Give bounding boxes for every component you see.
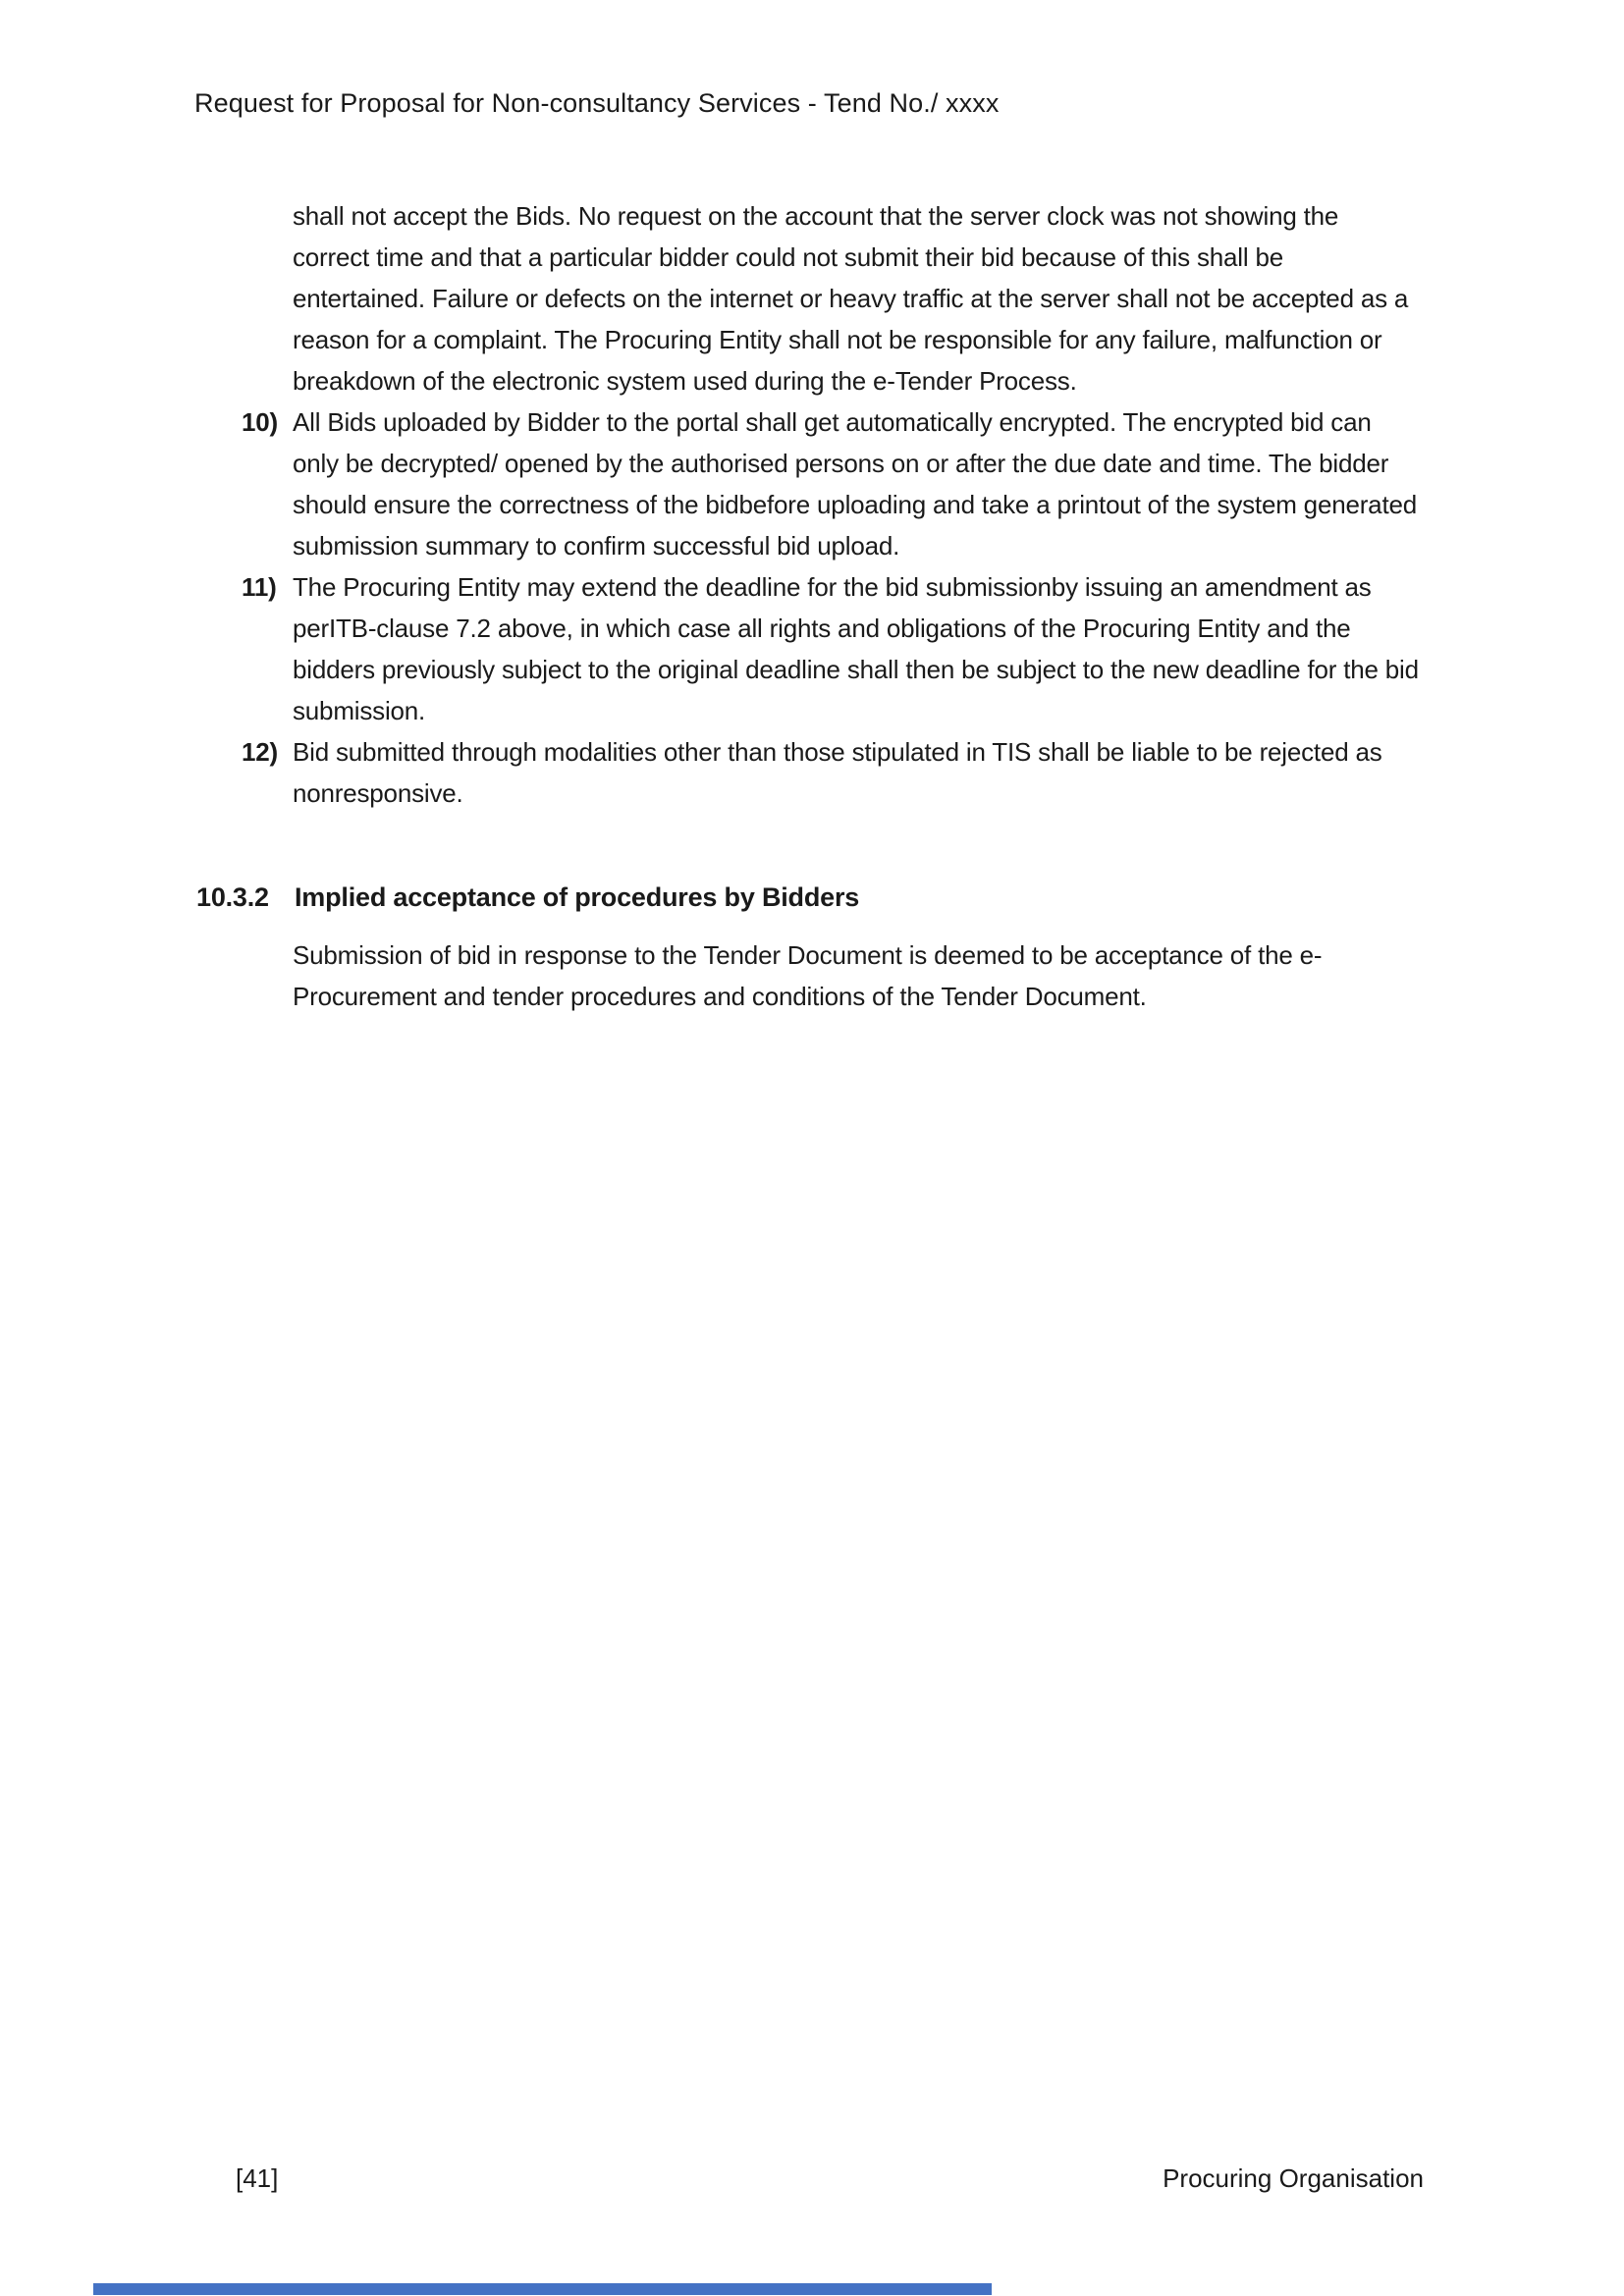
list-item-12 bbox=[242, 731, 1624, 814]
list-item-text: All Bids uploaded by Bidder to the portal shall get automatically encrypted. The encrypted bid can only be decrypted/ opened by the authorised persons on or after the due date and time. The bidder should ensure the correctness of the bidbefore uploading and take a printout of the system generated submission summary to confirm successful bid upload. bbox=[293, 407, 1417, 561]
intro-paragraph: shall not accept the Bids. No request on the account that the server clock was not showing the correct time and that a particular bidder could not submit their bid because of this shall be entertained. Failure or defects on the internet or heavy traffic at the server shall not be accepted as a reason for a complaint. The Procuring Entity shall not be responsible for any failure, malfunction or breakdown of the electronic system used during the e-Tender Process. bbox=[293, 201, 1409, 396]
footer-organisation-label: Procuring Organisation bbox=[1163, 2163, 1424, 2193]
section-heading bbox=[196, 877, 1624, 918]
list-item-number: 10) bbox=[242, 407, 278, 437]
numbered-list bbox=[0, 401, 1624, 814]
page-header-title: Request for Proposal for Non-consultancy Services - Tend No./ xxxx bbox=[194, 88, 1000, 118]
list-item-text: Bid submitted through modalities other than those stipulated in TIS shall be liable to be rejected as nonresponsive. bbox=[293, 737, 1382, 808]
list-item-number: 11) bbox=[242, 572, 277, 602]
bottom-accent-bar bbox=[93, 2283, 992, 2295]
section-number: 10.3.2 bbox=[196, 882, 269, 912]
section-paragraph: Submission of bid in response to the Tender Document is deemed to be acceptance of the e-Procurement and tender procedures and conditions of the Tender Document. bbox=[293, 940, 1323, 1011]
list-item-number: 12) bbox=[242, 737, 278, 767]
page-content bbox=[0, 195, 1624, 1017]
list-item-text: The Procuring Entity may extend the deadline for the bid submissionby issuing an amendment as perITB-clause 7.2 above, in which case all rights and obligations of the Procuring Entity and the bidders previously subject to the original deadline shall then be subject to the new deadline for the bid submission. bbox=[293, 572, 1419, 725]
page-number: [41] bbox=[236, 2163, 279, 2193]
list-item-11 bbox=[242, 566, 1624, 731]
section-title: Implied acceptance of procedures by Bidders bbox=[295, 882, 860, 912]
page-footer bbox=[236, 2162, 1424, 2195]
list-item-10 bbox=[242, 401, 1624, 566]
